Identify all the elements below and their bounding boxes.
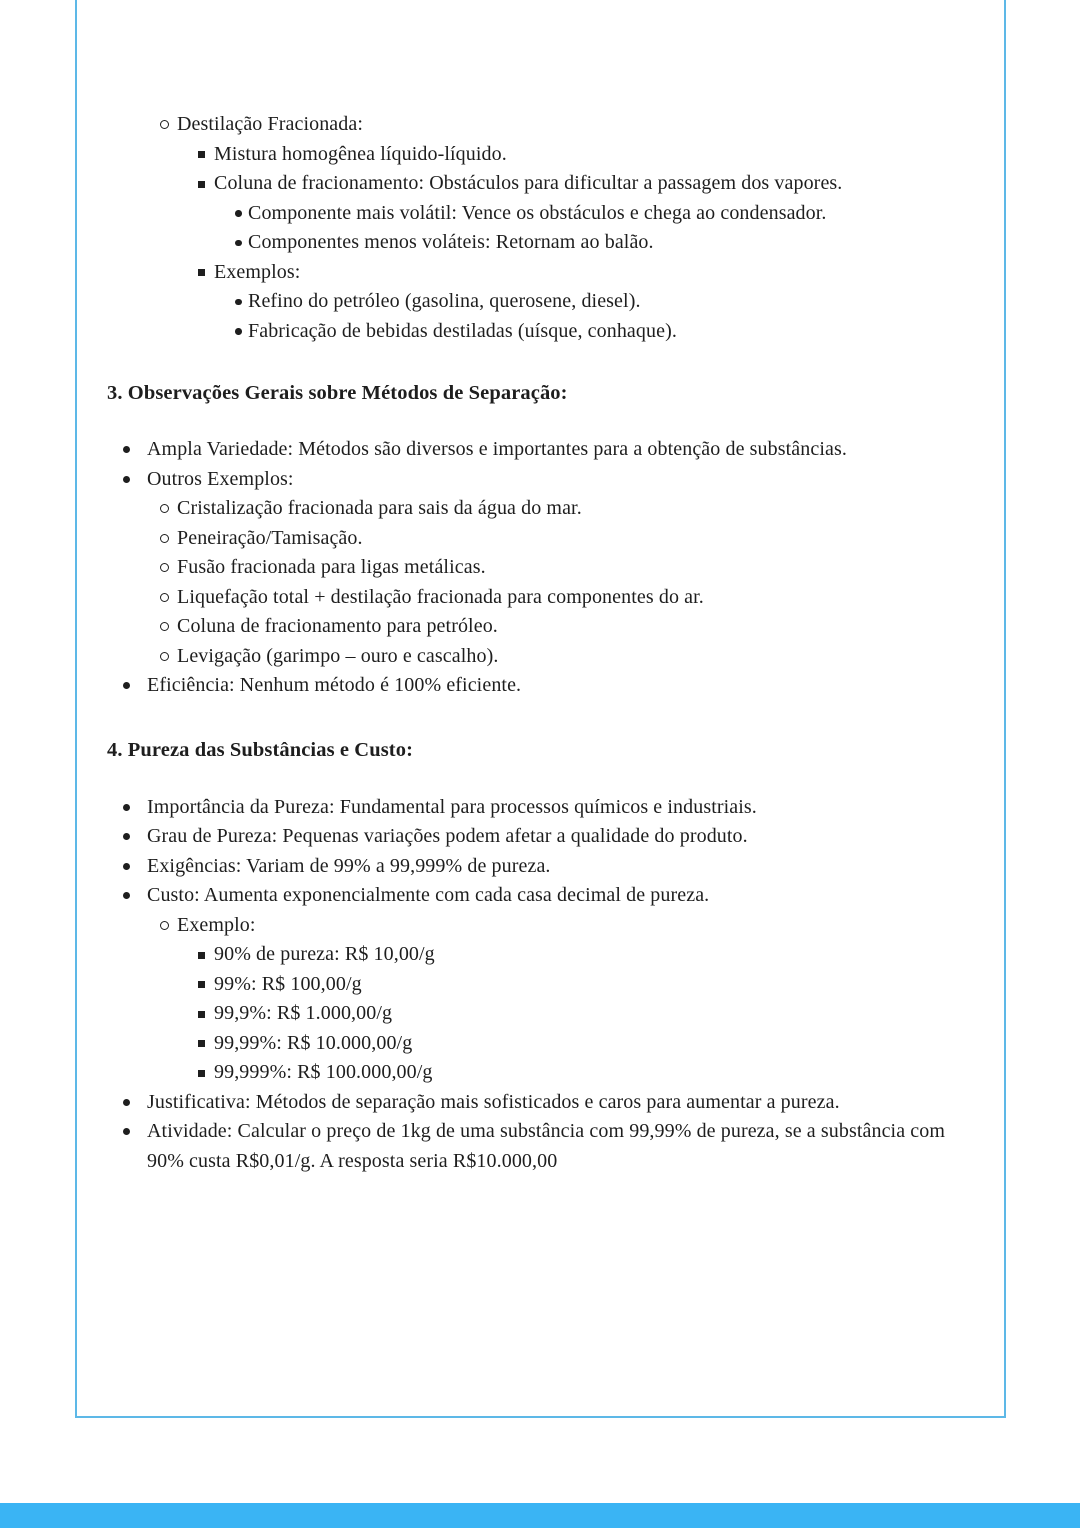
list-item-text: Refino do petróleo (gasolina, querosene, diesel). bbox=[248, 290, 641, 312]
square-bullet-icon bbox=[198, 1040, 205, 1047]
list-item-text: Peneiração/Tamisação. bbox=[177, 526, 363, 549]
list-item-text: 99%: R$ 100,00/g bbox=[214, 972, 362, 995]
list-item bbox=[107, 970, 984, 1000]
list-item-text: Destilação Fracionada: bbox=[177, 113, 364, 135]
list-item-text: Mistura homogênea líquido-líquido. bbox=[214, 142, 507, 165]
list-item bbox=[107, 1117, 984, 1176]
distillation-block bbox=[107, 110, 984, 346]
disc-bullet-icon bbox=[123, 1099, 130, 1106]
list-item bbox=[107, 583, 984, 613]
list-item bbox=[107, 999, 984, 1029]
disc-bullet-icon bbox=[123, 863, 130, 870]
list-item-text: Liquefação total + destilação fracionada para componentes do ar. bbox=[177, 585, 704, 608]
list-item-text: Atividade: Calcular o preço de 1kg de uma substância com 99,99% de pureza, se a substância com 90% custa R$0,01/g. A resposta seria R$10.000,00 bbox=[147, 1120, 946, 1172]
disc-bullet-icon bbox=[235, 240, 242, 247]
list-item bbox=[107, 258, 984, 288]
list-item-text: 99,999%: R$ 100.000,00/g bbox=[214, 1061, 433, 1083]
list-item bbox=[107, 435, 984, 465]
list-item bbox=[107, 940, 984, 970]
disc-bullet-icon bbox=[235, 328, 242, 335]
list-item bbox=[107, 1058, 984, 1088]
list-item bbox=[107, 494, 984, 524]
list-item bbox=[107, 1029, 984, 1059]
footer-accent-bar bbox=[0, 1503, 1080, 1528]
square-bullet-icon bbox=[198, 981, 205, 988]
list-item-text: 90% de pureza: R$ 10,00/g bbox=[214, 943, 435, 965]
list-item-text: Exigências: Variam de 99% a 99,999% de pureza. bbox=[147, 854, 551, 877]
list-item bbox=[107, 110, 984, 140]
list-item bbox=[107, 317, 984, 347]
list-item bbox=[107, 881, 984, 911]
list-item bbox=[107, 199, 984, 229]
circle-bullet-icon bbox=[160, 563, 169, 572]
list-item bbox=[107, 793, 984, 823]
list-item bbox=[107, 911, 984, 941]
list-item bbox=[107, 465, 984, 495]
list-item-text: Exemplos: bbox=[214, 260, 301, 283]
list-item-text: Exemplo: bbox=[177, 913, 256, 936]
circle-bullet-icon bbox=[160, 921, 169, 930]
list-item bbox=[107, 822, 984, 852]
list-item-text: Componente mais volátil: Vence os obstáculos e chega ao condensador. bbox=[248, 201, 827, 224]
list-item bbox=[107, 169, 984, 199]
list-item bbox=[107, 852, 984, 882]
disc-bullet-icon bbox=[235, 210, 242, 217]
list-item-text: Componentes menos voláteis: Retornam ao balão. bbox=[248, 231, 654, 253]
list-item-text: Cristalização fracionada para sais da água do mar. bbox=[177, 497, 582, 519]
document-page bbox=[75, 0, 1006, 1418]
square-bullet-icon bbox=[198, 952, 205, 959]
circle-bullet-icon bbox=[160, 593, 169, 602]
section-3-heading: 3. Observações Gerais sobre Métodos de Separação: bbox=[107, 382, 568, 404]
disc-bullet-icon bbox=[235, 299, 242, 306]
circle-bullet-icon bbox=[160, 504, 169, 513]
list-item-text: Levigação (garimpo – ouro e cascalho). bbox=[177, 644, 499, 667]
circle-bullet-icon bbox=[160, 120, 169, 129]
disc-bullet-icon bbox=[123, 682, 130, 689]
square-bullet-icon bbox=[198, 1070, 205, 1077]
disc-bullet-icon bbox=[123, 804, 130, 811]
disc-bullet-icon bbox=[123, 476, 130, 483]
list-item-text: Importância da Pureza: Fundamental para processos químicos e industriais. bbox=[147, 795, 757, 818]
list-item bbox=[107, 287, 984, 317]
section-4-heading: 4. Pureza das Substâncias e Custo: bbox=[107, 738, 413, 761]
list-item-text: Coluna de fracionamento para petróleo. bbox=[177, 615, 498, 637]
disc-bullet-icon bbox=[123, 446, 130, 453]
list-item-text: Custo: Aumenta exponencialmente com cada casa decimal de pureza. bbox=[147, 884, 710, 906]
section-4-list bbox=[107, 793, 984, 1177]
list-item-text: Justificativa: Métodos de separação mais sofisticados e caros para aumentar a pureza. bbox=[147, 1090, 840, 1113]
circle-bullet-icon bbox=[160, 652, 169, 661]
square-bullet-icon bbox=[198, 1011, 205, 1018]
square-bullet-icon bbox=[198, 181, 205, 188]
list-item-text: Ampla Variedade: Métodos são diversos e importantes para a obtenção de substâncias. bbox=[147, 438, 847, 460]
list-item-text: Outros Exemplos: bbox=[147, 467, 294, 490]
list-item-text: Fabricação de bebidas destiladas (uísque, conhaque). bbox=[248, 319, 677, 342]
disc-bullet-icon bbox=[123, 892, 130, 899]
list-item bbox=[107, 228, 984, 258]
list-item bbox=[107, 671, 984, 701]
circle-bullet-icon bbox=[160, 534, 169, 543]
list-item bbox=[107, 1088, 984, 1118]
list-item-text: Fusão fracionada para ligas metálicas. bbox=[177, 556, 486, 578]
section-3-list bbox=[107, 435, 984, 701]
list-item-text: Eficiência: Nenhum método é 100% eficiente. bbox=[147, 674, 522, 696]
circle-bullet-icon bbox=[160, 622, 169, 631]
list-item-text: Coluna de fracionamento: Obstáculos para dificultar a passagem dos vapores. bbox=[214, 172, 843, 194]
disc-bullet-icon bbox=[123, 1128, 130, 1135]
square-bullet-icon bbox=[198, 269, 205, 276]
list-item bbox=[107, 140, 984, 170]
list-item bbox=[107, 524, 984, 554]
list-item bbox=[107, 642, 984, 672]
square-bullet-icon bbox=[198, 151, 205, 158]
list-item-text: Grau de Pureza: Pequenas variações podem afetar a qualidade do produto. bbox=[147, 825, 748, 847]
list-item-text: 99,99%: R$ 10.000,00/g bbox=[214, 1031, 413, 1054]
disc-bullet-icon bbox=[123, 833, 130, 840]
list-item-text: 99,9%: R$ 1.000,00/g bbox=[214, 1002, 393, 1024]
list-item bbox=[107, 553, 984, 583]
page-content bbox=[107, 0, 984, 1176]
list-item bbox=[107, 612, 984, 642]
